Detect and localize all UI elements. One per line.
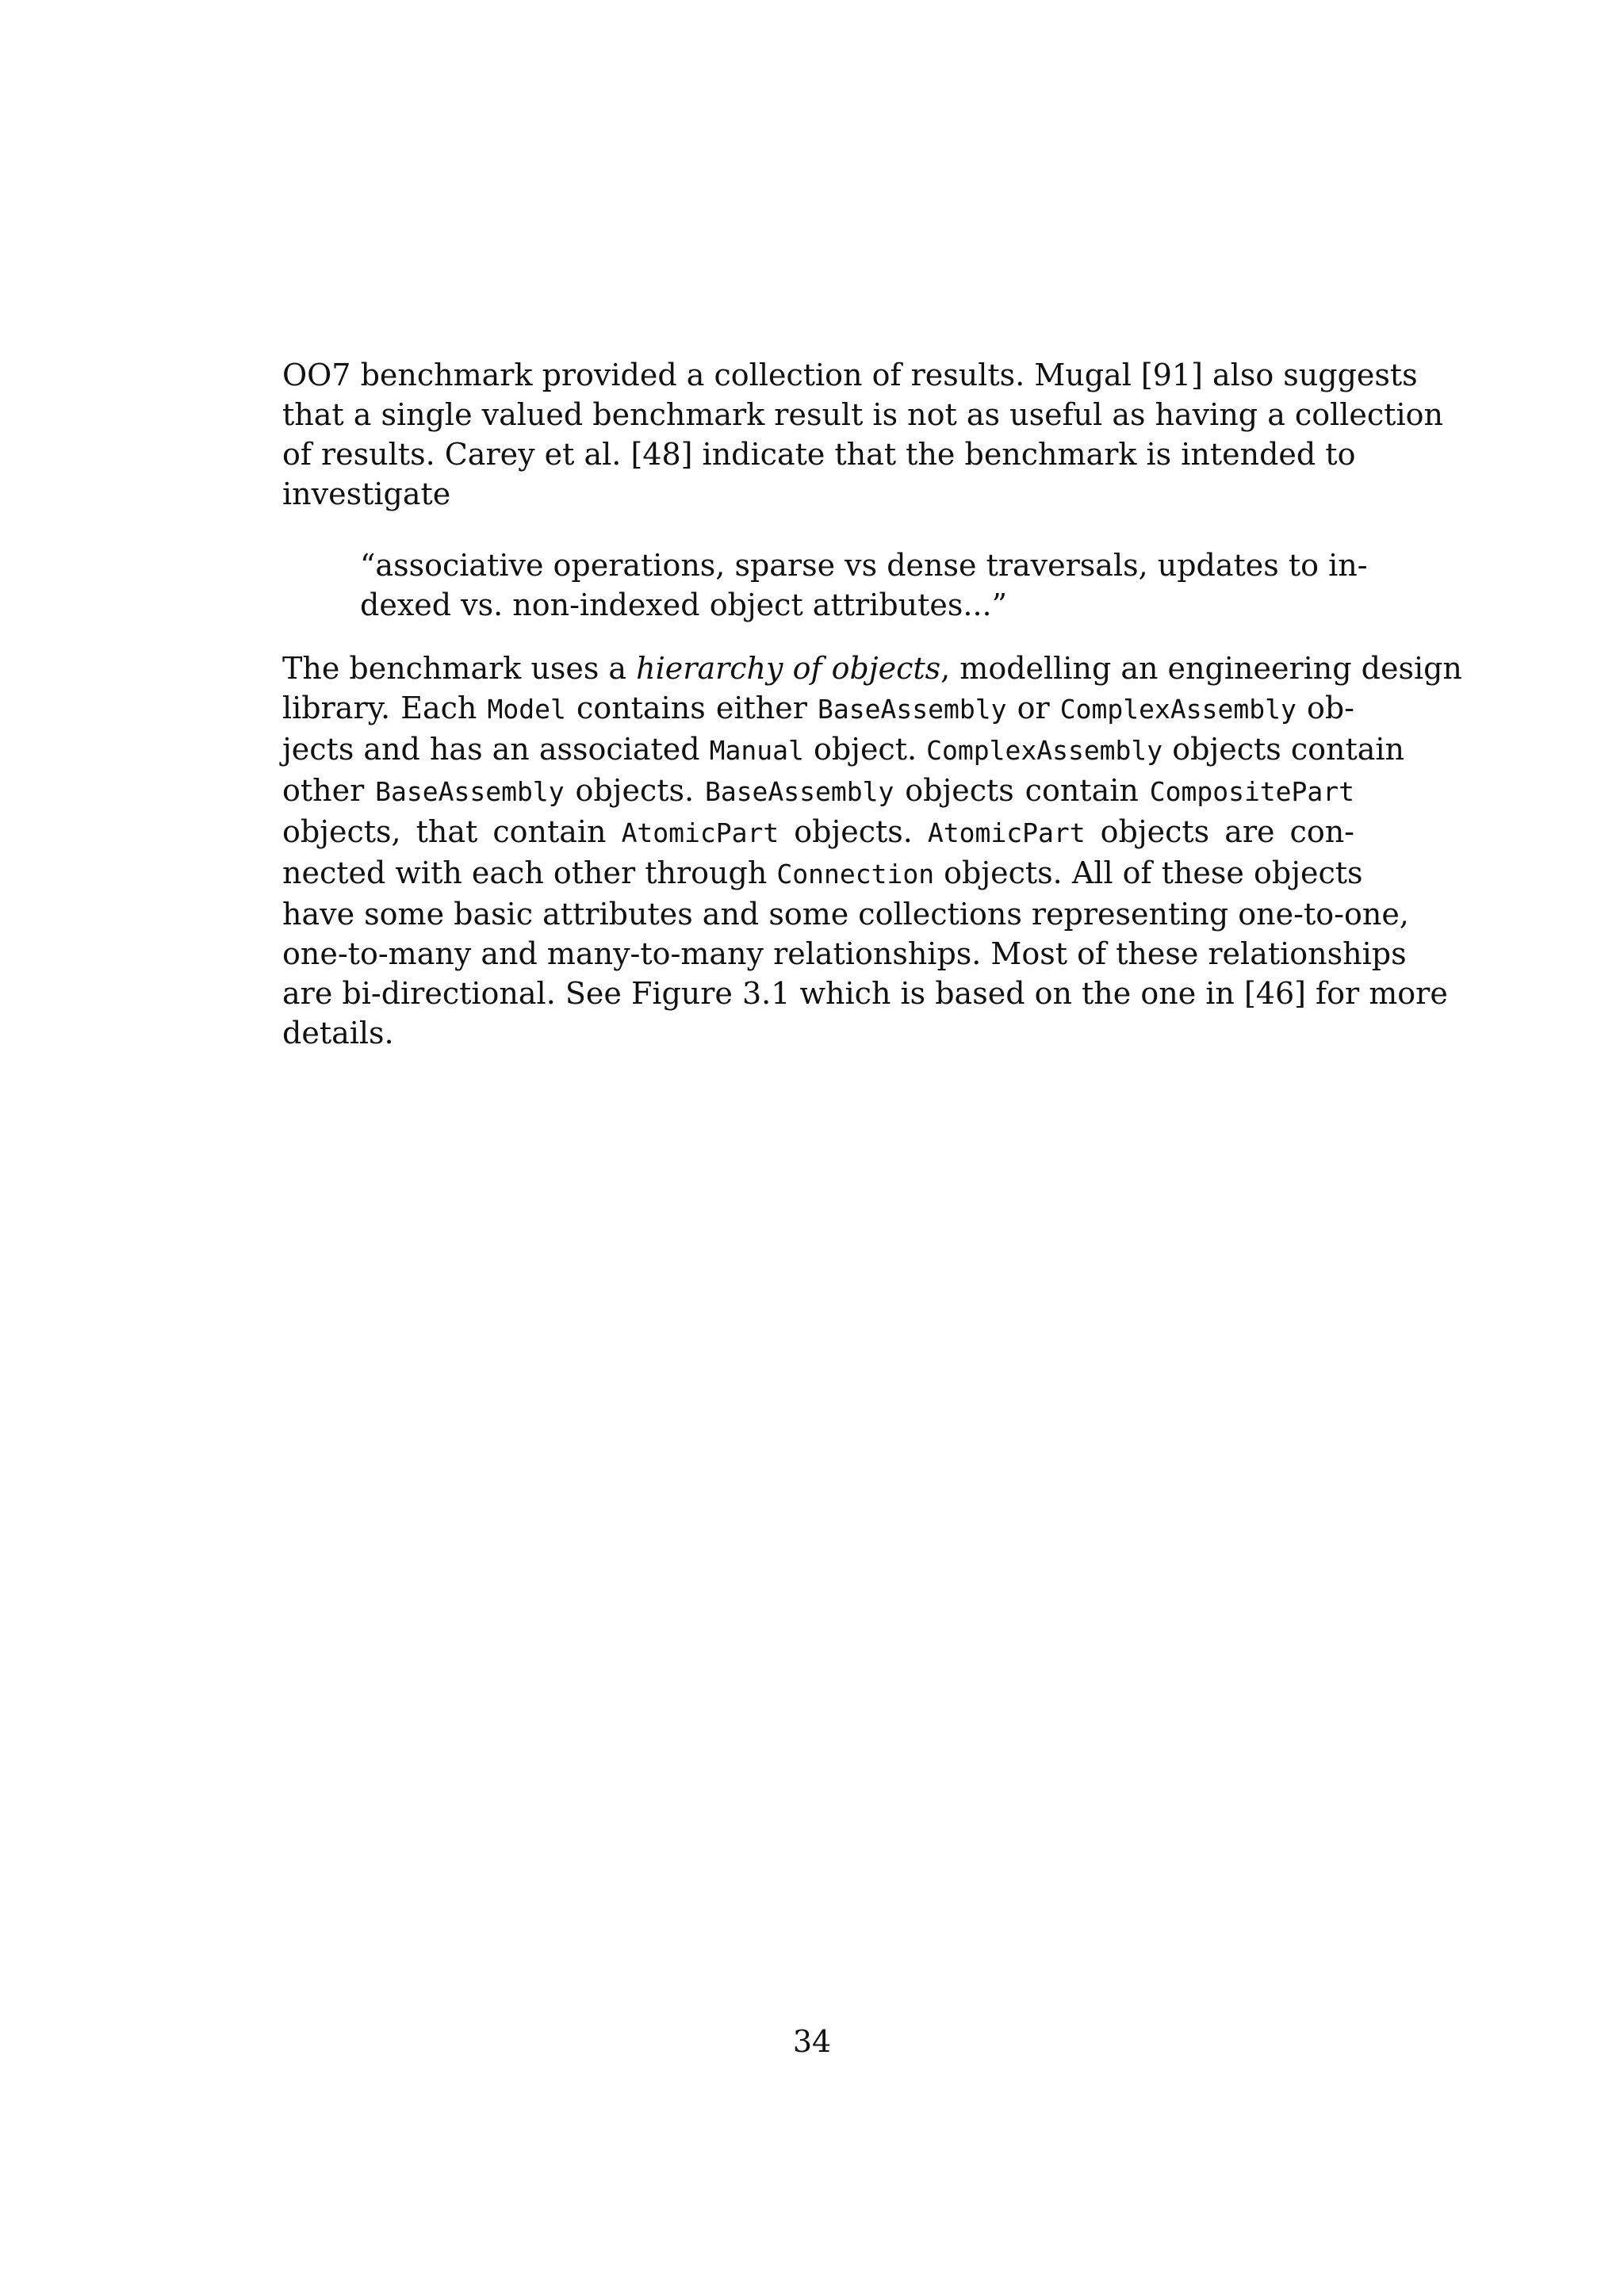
text-run: objects.	[779, 814, 928, 849]
text-run: objects, that contain	[282, 814, 622, 849]
text-run: objects. All of these objects	[934, 855, 1363, 890]
text-run: objects.	[564, 773, 705, 808]
text-run: objects are con-	[1085, 814, 1355, 849]
text-line: investigate	[282, 476, 451, 511]
code-term: ComplexAssembly	[926, 735, 1163, 766]
code-term: AtomicPart	[927, 817, 1086, 848]
code-term: ComplexAssembly	[1059, 694, 1297, 725]
text-line: OO7 benchmark provided a collection of results. Mugal [91] also suggests	[282, 358, 1418, 392]
text-run: nected with each other through	[282, 855, 777, 890]
text-line: that a single valued benchmark result is not as useful as having a collection	[282, 397, 1443, 432]
code-term: Manual	[709, 735, 804, 766]
text-line	[282, 812, 1354, 853]
text-run: The benchmark uses a	[282, 651, 637, 686]
text-line: are bi-directional. See Figure 3.1 which is based on the one in [46] for more	[282, 976, 1448, 1011]
code-term: AtomicPart	[621, 817, 779, 848]
text-line	[282, 729, 1405, 771]
text-run: , modelling an engineering design	[940, 651, 1462, 686]
text-run: ob-	[1296, 691, 1354, 725]
text-line: have some basic attributes and some collections representing one-to-one,	[282, 897, 1409, 932]
emphasis-text: hierarchy of objects	[636, 651, 941, 686]
text-run: contains either	[565, 691, 818, 725]
code-term: Connection	[776, 859, 935, 890]
text-run: jects and has an associated	[282, 732, 710, 767]
text-line	[282, 853, 1363, 894]
text-line	[282, 771, 1354, 812]
code-term: BaseAssembly	[818, 694, 1007, 725]
page-number: 34	[792, 2024, 832, 2059]
text-line	[282, 688, 1354, 729]
code-term: BaseAssembly	[704, 776, 894, 807]
text-run: or	[1006, 691, 1060, 725]
text-line: one-to-many and many-to-many relationships. Most of these relationships	[282, 936, 1407, 971]
text-line: of results. Carey et al. [48] indicate that the benchmark is intended to	[282, 437, 1356, 472]
code-term: Model	[487, 694, 566, 725]
code-term: BaseAssembly	[375, 776, 565, 807]
text-run: objects contain	[1162, 732, 1405, 767]
quote-line: “associative operations, sparse vs dense traversals, updates to in-	[360, 548, 1368, 583]
text-line	[282, 649, 1462, 688]
block-quote	[360, 545, 1368, 625]
text-run: object.	[803, 732, 927, 767]
text-run: other	[282, 773, 376, 808]
code-term: CompositePart	[1149, 776, 1355, 807]
text-run: objects contain	[894, 773, 1150, 808]
text-line: details.	[282, 1016, 394, 1050]
quote-line: dexed vs. non-indexed object attributes...”	[360, 587, 1008, 622]
text-run: library. Each	[282, 691, 488, 725]
paragraph-hierarchy	[282, 649, 1462, 1053]
paragraph-intro	[282, 355, 1443, 514]
